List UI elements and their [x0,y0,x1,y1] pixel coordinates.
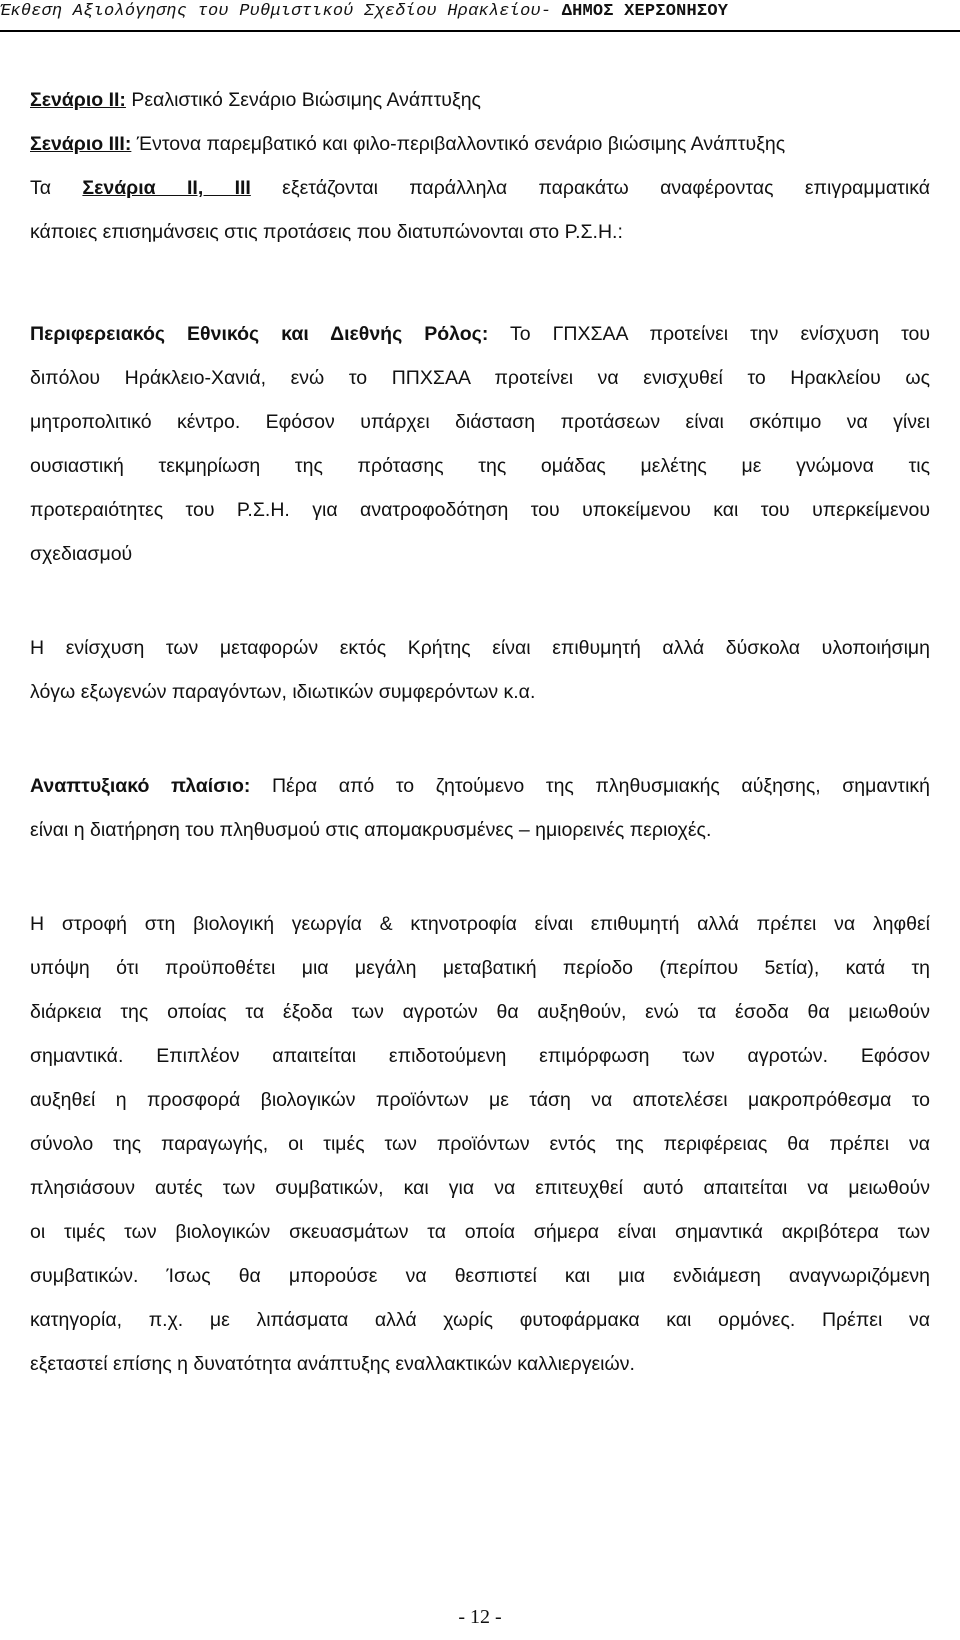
scenarios-intro [30,78,930,254]
paragraph-line: οι τιμές των βιολογικών σκευασμάτων τα οποία σήμερα είναι σημαντικά ακριβότερα των [30,1221,930,1243]
paragraph-line: Η ενίσχυση των μεταφορών εκτός Κρήτης είναι επιθυμητή αλλά δύσκολα υλοποιήσιμη [30,637,930,659]
regional-role-text: Το ΓΠΧΣΑΑ προτείνει την ενίσχυση του [488,323,931,345]
page-number: - 12 - [458,1606,502,1628]
paragraph-line: σχεδιασμού [30,543,133,565]
header-municipality: ΔΗΜΟΣ ΧΕΡΣΟΝΗΣΟΥ [561,2,729,21]
scenario-3-text: Έντονα παρεμβατικό και φιλο-περιβαλλοντικό σενάριο βιώσιμης Ανάπτυξης [131,133,786,155]
paragraph-line: είναι η διατήρηση του πληθυσμού στις απομακρυσμένες – ημιορεινές περιοχές. [30,819,712,841]
paragraph-line: λόγω εξωγενών παραγόντων, ιδιωτικών συμφερόντων κ.α. [30,681,536,703]
paragraph-regional-role [30,312,930,576]
paragraph-line: εξεταστεί επίσης η δυνατότητα ανάπτυξης εναλλακτικών καλλιεργειών. [30,1353,635,1375]
scenario-2-label: Σενάριο ΙΙ: [30,89,126,111]
paragraph-line: μητροπολιτικό κέντρο. Εφόσον υπάρχει διάσταση προτάσεων είναι σκόπιμο να γίνει [30,411,930,433]
paragraph-line: πλησιάσουν αυτές των συμβατικών, και για να επιτευχθεί αυτό απαιτείται να μειωθούν [30,1177,930,1199]
development-framework-text: Πέρα από το ζητούμενο της πληθυσμιακής αύξησης, σημαντική [250,775,930,797]
scenario-3-line [30,122,930,166]
development-framework-heading: Αναπτυξιακό πλαίσιο: [30,775,251,797]
running-header [0,0,960,32]
regional-role-heading: Περιφερειακός Εθνικός και Διεθνής Ρόλος: [30,323,489,345]
scenarios-compare-text: εξετάζονται παράλληλα παρακάτω αναφέροντας επιγραμματικά [250,177,930,199]
paragraph-line: αυξηθεί η προσφορά βιολογικών προϊόντων με τάση να αποτελέσει μακροπρόθεσμα το [30,1089,930,1111]
scenarios-compare-prefix: Τα [30,177,83,199]
paragraph-line [30,764,930,808]
paragraph-line: διπόλου Ηράκλειο-Χανιά, ενώ το ΠΠΧΣΑΑ προτείνει να ενισχυθεί το Ηρακλείου ως [30,367,930,389]
scenarios-compare-label: Σενάρια ΙΙ, ΙΙΙ [82,177,251,199]
scenario-3-label: Σενάριο ΙΙΙ: [30,133,132,155]
paragraph-line: υπόψη ότι προϋποθέτει μια μεγάλη μεταβατική περίοδο (περίπου 5ετία), κατά τη [30,957,930,979]
body-content [30,78,930,1386]
scenarios-note-line: κάποιες επισημάνσεις στις προτάσεις που διατυπώνονται στο Ρ.Σ.Η.: [30,221,623,243]
paragraph-line: διάρκεια της οποίας τα έξοδα των αγροτών θα αυξηθούν, ενώ τα έσοδα θα μειωθούν [30,1001,930,1023]
paragraph-transport [30,626,930,714]
header-text [0,2,960,21]
paragraph-organic-farming [30,902,930,1386]
paragraph-line [30,312,930,356]
paragraph-development-framework [30,764,930,852]
header-title: Έκθεση Αξιολόγησης του Ρυθμιστικού Σχεδίου Ηρακλείου- [0,2,552,21]
paragraph-line: Η στροφή στη βιολογική γεωργία & κτηνοτροφία είναι επιθυμητή αλλά πρέπει να ληφθεί [30,913,930,935]
scenarios-compare-line [30,166,930,210]
paragraph-line: ουσιαστική τεκμηρίωση της πρότασης της ομάδας μελέτης με γνώμονα τις [30,455,930,477]
paragraph-line: σημαντικά. Επιπλέον απαιτείται επιδοτούμενη επιμόρφωση των αγροτών. Εφόσον [30,1045,930,1067]
paragraph-line: κατηγορία, π.χ. με λιπάσματα αλλά χωρίς φυτοφάρμακα και ορμόνες. Πρέπει να [30,1309,930,1331]
paragraph-line: σύνολο της παραγωγής, οι τιμές των προϊόντων εντός της περιφέρειας θα πρέπει να [30,1133,930,1155]
scenario-2-text: Ρεαλιστικό Σενάριο Βιώσιμης Ανάπτυξης [125,89,481,111]
scenario-2-line [30,78,930,122]
paragraph-line: προτεραιότητες του Ρ.Σ.Η. για ανατροφοδότηση του υποκείμενου και του υπερκείμενου [30,499,930,521]
paragraph-line: συμβατικών. Ίσως θα μπορούσε να θεσπιστεί και μια ενδιάμεση αναγνωριζόμενη [30,1265,930,1287]
